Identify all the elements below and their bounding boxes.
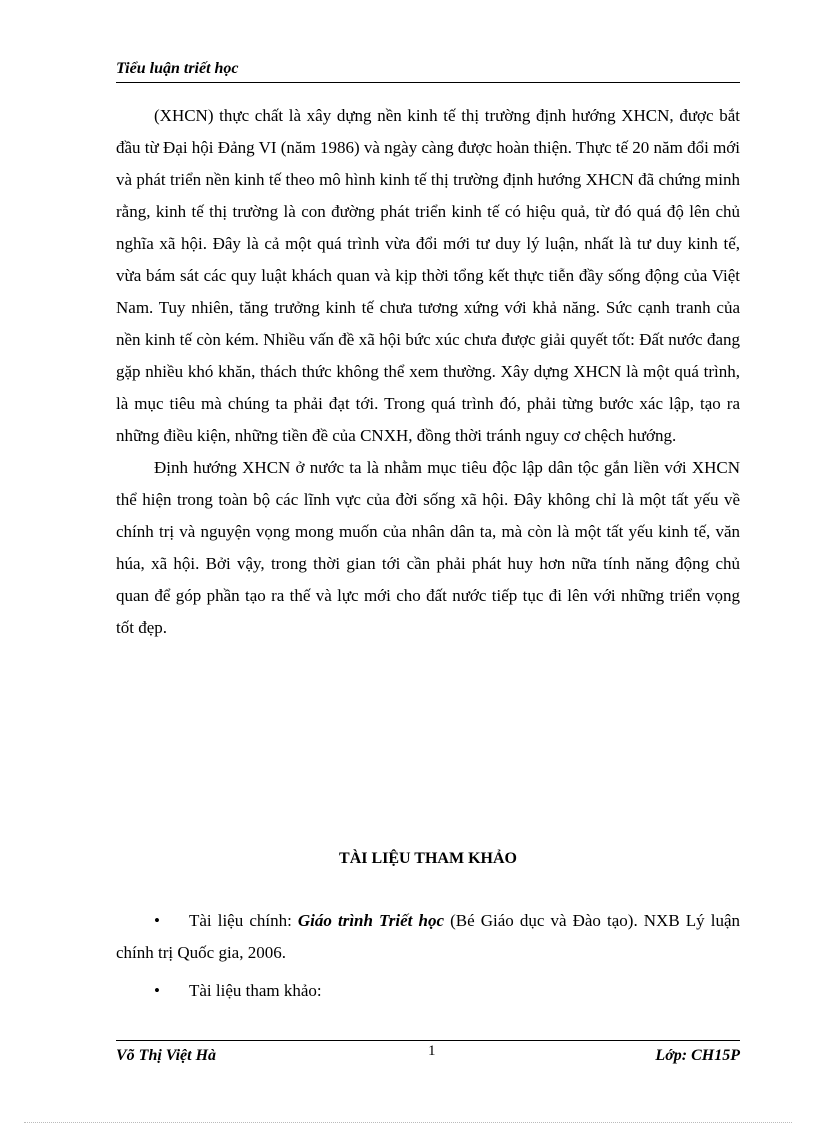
body-text	[116, 100, 740, 644]
reference-item	[116, 905, 740, 969]
references-list	[116, 905, 740, 1013]
reference-book-title: Giáo trình Triết học	[297, 911, 444, 930]
paragraph: (XHCN) thực chất là xây dựng nền kinh tế thị trường định hướng XHCN, được bắt đầu từ Đại hội Đảng VI (năm 1986) và ngày càng được hoàn thiện. Thực tế 20 năm đổi mới và phát triển nền kinh tế theo mô hình kinh tế thị trường định hướng XHCN đã chứng minh rằng, kinh tế thị trường là con đường phát triển kinh tế có hiệu quả, từ đó quá độ lên chủ nghĩa xã hội. Đây là cả một quá trình vừa đổi mới tư duy lý luận, nhất là tư duy kinh tế, vừa bám sát các quy luật khách quan và kịp thời tổng kết thực tiễn đầy sống động của Việt Nam. Tuy nhiên, tăng trưởng kinh tế chưa tương xứng với khả năng. Sức cạnh tranh của nền kinh tế còn kém. Nhiều vấn đề xã hội bức xúc chưa được giải quyết tốt: Đất nước đang gặp nhiều khó khăn, thách thức không thể xem thường. Xây dựng XHCN là một quá trình, là mục tiêu mà chúng ta phải đạt tới. Trong quá trình đó, phải từng bước xác lập, tạo ra những điều kiện, những tiền đề của CNXH, đồng thời tránh nguy cơ chệch hướng.	[116, 106, 740, 445]
header-title: Tiểu luận triết học	[116, 60, 239, 77]
reference-item	[116, 975, 740, 1007]
page-header	[116, 58, 740, 83]
reference-prefix: Tài liệu chính:	[189, 911, 298, 930]
bullet-icon: •	[154, 911, 160, 930]
page-number: 1	[428, 1043, 436, 1059]
paragraph: Định hướng XHCN ở nước ta là nhằm mục tiêu độc lập dân tộc gắn liền với XHCN thể hiện trong toàn bộ các lĩnh vực của đời sống xã hội. Đây không chỉ là một tất yếu về chính trị và nguyện vọng mong muốn của nhân dân ta, mà còn là một tất yếu kinh tế, văn húa, xã hội. Bởi vậy, trong thời gian tới cần phải phát huy hơn nữa tính năng động chủ quan để góp phần tạo ra thế và lực mới cho đất nước tiếp tục đi lên với những triển vọng tốt đẹp.	[116, 458, 740, 637]
footer-class: Lớp: CH15P	[655, 1047, 740, 1064]
reference-text: Tài liệu tham khảo:	[189, 981, 322, 1000]
footer-author: Võ Thị Việt Hà	[116, 1047, 217, 1064]
reference-suffix: (Bé Giáo dục và Đào tạo). NXB Lý luận chính trị Quốc gia, 2006.	[116, 911, 740, 962]
page-footer	[116, 1040, 740, 1069]
references-title: TÀI LIỆU THAM KHẢO	[339, 850, 517, 867]
bullet-icon: •	[154, 981, 160, 1000]
